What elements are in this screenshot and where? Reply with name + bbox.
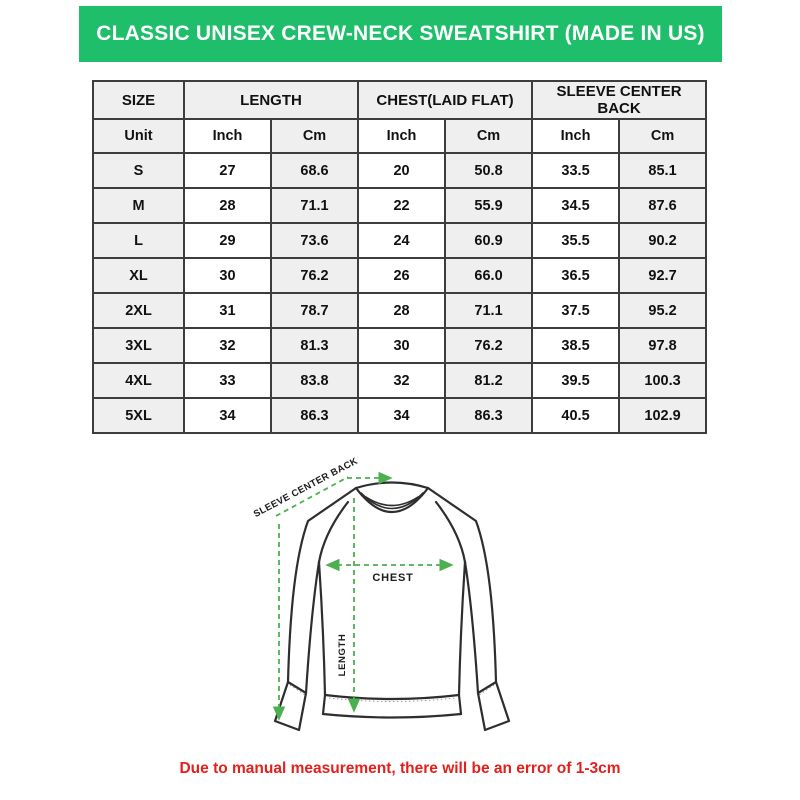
value-cell: 36.5 (532, 258, 619, 293)
unit-cell: Cm (619, 119, 706, 153)
value-cell: 60.9 (445, 223, 532, 258)
value-cell: 22 (358, 188, 445, 223)
value-cell: 87.6 (619, 188, 706, 223)
unit-cell: Cm (445, 119, 532, 153)
col-header-sleeve: SLEEVE CENTER BACK (532, 81, 706, 119)
unit-cell: Inch (358, 119, 445, 153)
value-cell: 31 (184, 293, 271, 328)
table-row (93, 188, 706, 223)
col-header-chest: CHEST(LAID FLAT) (358, 81, 532, 119)
size-cell: 4XL (93, 363, 184, 398)
title-banner (79, 6, 722, 62)
value-cell: 50.8 (445, 153, 532, 188)
size-cell: 5XL (93, 398, 184, 433)
value-cell: 34 (358, 398, 445, 433)
chest-label: CHEST (372, 572, 414, 584)
table-row (93, 398, 706, 433)
size-cell: 2XL (93, 293, 184, 328)
value-cell: 20 (358, 153, 445, 188)
value-cell: 81.2 (445, 363, 532, 398)
sweatshirt-measurement-diagram (252, 452, 552, 752)
table-header-row (93, 81, 706, 119)
value-cell: 86.3 (271, 398, 358, 433)
value-cell: 83.8 (271, 363, 358, 398)
size-chart-table (92, 80, 707, 434)
value-cell: 90.2 (619, 223, 706, 258)
value-cell: 71.1 (445, 293, 532, 328)
length-label: LENGTH (337, 633, 348, 677)
value-cell: 100.3 (619, 363, 706, 398)
table-row (93, 258, 706, 293)
value-cell: 38.5 (532, 328, 619, 363)
unit-cell: Inch (184, 119, 271, 153)
measurement-lines (276, 477, 451, 718)
value-cell: 32 (184, 328, 271, 363)
value-cell: 68.6 (271, 153, 358, 188)
value-cell: 29 (184, 223, 271, 258)
page-title: CLASSIC UNISEX CREW-NECK SWEATSHIRT (MADE IN US) (96, 22, 705, 45)
measurement-error-note: Due to manual measurement, there will be an error of 1-3cm (179, 760, 621, 777)
value-cell: 92.7 (619, 258, 706, 293)
table-row (93, 293, 706, 328)
value-cell: 81.3 (271, 328, 358, 363)
value-cell: 95.2 (619, 293, 706, 328)
size-cell: M (93, 188, 184, 223)
size-cell: XL (93, 258, 184, 293)
value-cell: 30 (184, 258, 271, 293)
unit-cell: Unit (93, 119, 184, 153)
table-row (93, 363, 706, 398)
value-cell: 97.8 (619, 328, 706, 363)
value-cell: 34 (184, 398, 271, 433)
value-cell: 102.9 (619, 398, 706, 433)
col-header-length: LENGTH (184, 81, 358, 119)
value-cell: 86.3 (445, 398, 532, 433)
value-cell: 78.7 (271, 293, 358, 328)
value-cell: 76.2 (445, 328, 532, 363)
table-row (93, 153, 706, 188)
value-cell: 24 (358, 223, 445, 258)
value-cell: 55.9 (445, 188, 532, 223)
value-cell: 30 (358, 328, 445, 363)
value-cell: 33 (184, 363, 271, 398)
value-cell: 28 (358, 293, 445, 328)
value-cell: 73.6 (271, 223, 358, 258)
value-cell: 33.5 (532, 153, 619, 188)
value-cell: 39.5 (532, 363, 619, 398)
value-cell: 76.2 (271, 258, 358, 293)
unit-cell: Cm (271, 119, 358, 153)
unit-cell: Inch (532, 119, 619, 153)
size-cell: S (93, 153, 184, 188)
size-cell: L (93, 223, 184, 258)
size-cell: 3XL (93, 328, 184, 363)
table-row (93, 328, 706, 363)
sweatshirt-outline-icon (275, 483, 509, 731)
value-cell: 26 (358, 258, 445, 293)
value-cell: 37.5 (532, 293, 619, 328)
value-cell: 34.5 (532, 188, 619, 223)
value-cell: 66.0 (445, 258, 532, 293)
table-unit-row (93, 119, 706, 153)
sleeve-center-back-label: SLEEVE CENTER BACK (252, 455, 360, 520)
value-cell: 28 (184, 188, 271, 223)
value-cell: 35.5 (532, 223, 619, 258)
col-header-size: SIZE (93, 81, 184, 119)
value-cell: 71.1 (271, 188, 358, 223)
value-cell: 27 (184, 153, 271, 188)
value-cell: 32 (358, 363, 445, 398)
value-cell: 40.5 (532, 398, 619, 433)
table-row (93, 223, 706, 258)
value-cell: 85.1 (619, 153, 706, 188)
